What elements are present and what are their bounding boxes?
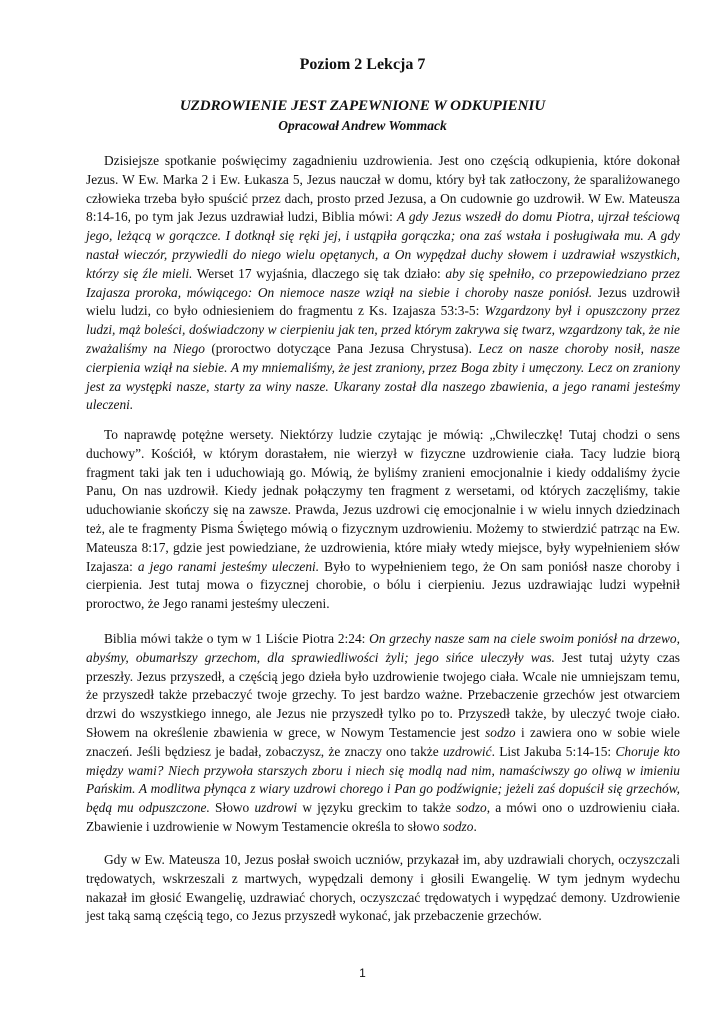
text-run: . List Jakuba 5:14-15: xyxy=(491,743,616,759)
quotation-run: Wzgardzony był i opuszczony przez ludzi, mąż boleści, doświadczony w cierpieniu jak ten, przed którym zakrywa się twarz, wzgardzony tak, że nie zważaliśmy na Niego xyxy=(86,303,681,356)
quotation-run: Lecz on nasze choroby nosił, nasze cierpienia wziął na siebie. A my mniemaliśmy, że jest zraniony, przez Boga zbity i umęczony. Lecz on zraniony jest za występki nasze, starty za winy nasze. Ukarany został dla naszego zbawienia, a jego ranami jesteśmy uleczeni. xyxy=(86,340,680,413)
quotation-run: sodzo xyxy=(456,800,487,816)
text-run: . xyxy=(473,818,477,834)
quotation-run: sodzo xyxy=(442,818,474,834)
document-title: UZDROWIENIE JEST ZAPEWNIONE W ODKUPIENIU xyxy=(179,98,546,114)
quotation-run: uzdrowić xyxy=(442,743,492,759)
author-line: Opracował Andrew Wommack xyxy=(278,118,447,133)
text-run: Dzisiejsze spotkanie poświęcimy zagadnieniu uzdrowienia. Jest ono częścią odkupienia, które dokonał Jezus. W Ew. Marka 2 i Ew. Łukasza 5, Jezus nauczał w domu, który był tak zatłoczony, że sparaliżowanego człowieka trzeba było spuścić przez dach, prosto przed Jezusa, a On cudownie go uzdrowił. W Ew. Mateusza 8:14-16, po tym jak Jezus uzdrawiał ludzi, Biblia mówi: xyxy=(86,153,680,225)
quotation-run: uzdrowi xyxy=(254,800,298,816)
paragraph-4 xyxy=(86,851,680,926)
quotation-run: Choruje kto między wami? Niech przywoła starszych zboru i niech się modlą nad nim, namaściwszy go oliwą w imieniu Pańskim. A modlitwa płynąca z wiary uzdrowi chorego i Pan go podźwignie; jeżeli zaś dopuścił się grzechów, będą mu odpuszczone. xyxy=(86,743,680,816)
paragraph-3 xyxy=(86,630,680,837)
text-run: , a mówi ono o uzdrowieniu ciała. Zbawienie i uzdrowienie w Nowym Testamencie określa to słowo xyxy=(86,800,680,834)
text-run: i zawiera ono w sobie wiele znaczeń. Jeśli będziesz je badał, zobaczysz, że znaczy ono także xyxy=(86,724,680,759)
text-run: Biblia mówi także o tym w 1 Liście Piotra 2:24: xyxy=(104,631,370,646)
quotation-run: On grzechy nasze sam na ciele swoim poniósł na drzewo, abyśmy, obumarłszy grzechom, dla sprawiedliwości żyli; jego sińce uleczyły was. xyxy=(86,631,680,665)
paragraph-2 xyxy=(86,426,680,614)
quotation-run: sodzo xyxy=(485,724,516,740)
text-run: w języku greckim to także xyxy=(297,800,457,816)
text-run: Było to wypełnieniem tego, że On sam poniósł nasze choroby i cierpienia. Jest tutaj mowa o fizycznej chorobie, o bólu i cierpieniu. Jezus uzdrawiając ludzi wypełnił proroctwo, że Jego ranami jesteśmy uleczeni. xyxy=(86,558,680,612)
quotation-run: aby się spełniło, co przepowiedziano przez Izajasza proroka, mówiącego: On niemoce nasze wziął na siebie i choroby nasze poniósł. xyxy=(86,265,680,300)
text-run: (proroctwo dotyczące Pana Jezusa Chrystusa). xyxy=(205,340,479,356)
text-run: Słowo xyxy=(209,800,255,816)
quotation-run: A gdy Jezus wszedł do domu Piotra, ujrzał teściową jego, leżącą w gorączce. I dotknął się ręki jej, i ustąpiła gorączka; ona zaś wstała i posługiwała mu. A gdy nastał wieczór, przywiedli do niego wielu opętanych, a On wypędzał duchy słowem i uzdrawiał wszystkich, którzy się źle mieli. xyxy=(86,209,680,281)
text-run: Gdy w Ew. Mateusza 10, Jezus posłał swoich uczniów, przykazał im, aby uzdrawiali chorych, oczyszczali trędowatych, wskrzeszali z martwych, wypędzali demony i głosili Ewangelię. W tym jednym wydechu nakazał im głosić Ewangelię, uzdrawiać chorych, oczyszczać trędowatych i wypędzać demony. Uzdrowienie jest taką samą częścią tego, co Jezus przyszedł wykonać, jak przebaczenie grzechów. xyxy=(86,852,680,924)
text-run: Jest tutaj użyty czas przeszły. Jezus przyszedł, a częścią jego dzieła było uzdrowienie twojego ciała. Wcale nie umniejszam temu, że przyszedł także przebaczyć twoje grzechy. To jest bardzo ważne. Przebaczenie grzechów jest otwarciem drzwi do wszystkiego innego, ale Jezus nie przyszedł tylko po to. Przyszedł także, by uleczyć twoje ciało. Słowem na określenie zbawienia w grece, w Nowym Testamencie jest xyxy=(86,649,680,740)
quotation-run: a jego ranami jesteśmy uleczeni. xyxy=(137,558,320,574)
text-run: Werset 17 wyjaśnia, dlaczego się tak działo: xyxy=(192,265,446,281)
text-run: Jezus uzdrowił wielu ludzi, co było odniesieniem do fragmentu z Ks. Izajasza 53:3-5: xyxy=(86,284,680,319)
lesson-heading: Poziom 2 Lekcja 7 xyxy=(299,56,426,73)
page-number: 1 xyxy=(359,966,366,980)
text-run: To naprawdę potężne wersety. Niektórzy ludzie czytając je mówią: „Chwileczkę! Tutaj chodzi o sens duchowy”. Kościół, w którym dorastałem, nie wierzył w fizyczne uzdrowienie ciała. Tacy ludzie biorą fragment taki jak ten i uduchowiają go. Mówią, że byliśmy zranieni emocjonalnie i kiedy oddaliśmy życie Panu, On nas uzdrowił. Kiedy jednak połączymy ten fragment z wersetami, od których zaczęliśmy, takie uduchowianie skończy się na zawsze. Prawda, Jezus uzdrowi cię emocjonalnie i w wielu innych dziedzinach też, ale te fragmenty Pisma Świętego mówią o fizycznym uzdrowieniu. Możemy to stwierdzić patrząc na Ew. Mateusza 8:17, gdzie jest powiedziane, że uzdrowienia, które miały wtedy miejsce, były wypełnieniem słów Izajasza: xyxy=(86,427,680,574)
paragraph-1 xyxy=(86,152,680,415)
